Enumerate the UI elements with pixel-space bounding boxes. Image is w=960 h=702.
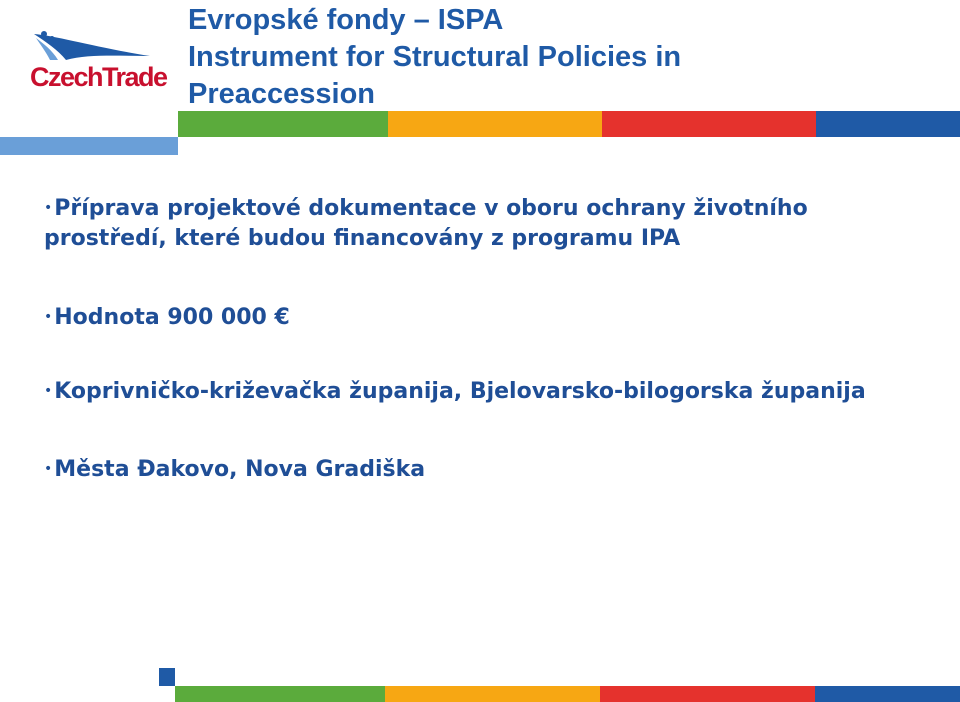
slide-title [188,2,681,113]
bar-segment-blue [815,686,960,702]
bullet-item [44,193,924,254]
logo-text: CzechTrade [30,62,167,92]
title-line-1: Evropské fondy – ISPA [188,4,504,36]
bar-segment-green [178,111,388,137]
bar-segment-orange [385,686,600,702]
bullet-dot: • [44,309,53,325]
bar-segment-blue [816,111,960,137]
bar-segment-red [602,111,816,137]
bottom-color-bar [175,686,960,702]
bullet-dot: • [44,200,53,216]
bullet-text: Příprava projektové dokumentace v oboru ochrany životního prostředí, které budou financovány z programu IPA [44,196,808,251]
bullet-text: Koprivničko-križevačka županija, Bjelovarsko-bilogorska županija [54,379,866,404]
czechtrade-logo [28,26,167,96]
bullet-text: Města Đakovo, Nova Gradiška [54,457,426,482]
bullet-dot: • [44,461,53,477]
bullet-item [44,376,924,407]
bar-segment-green [175,686,385,702]
title-line-2: Instrument for Structural Policies in [188,41,682,73]
top-color-bar [178,111,960,137]
bar-segment-red [600,686,815,702]
bottom-accent-square [159,668,175,686]
bullet-text: Hodnota 900 000 € [54,305,290,330]
title-line-3: Preaccession [188,78,376,110]
bar-segment-orange [388,111,602,137]
bullet-item [44,454,924,485]
bullet-list [44,193,924,485]
bullet-item [44,302,924,333]
logo-wing-icon [28,26,158,66]
bullet-dot: • [44,383,53,399]
top-left-accent-bar [0,137,178,155]
